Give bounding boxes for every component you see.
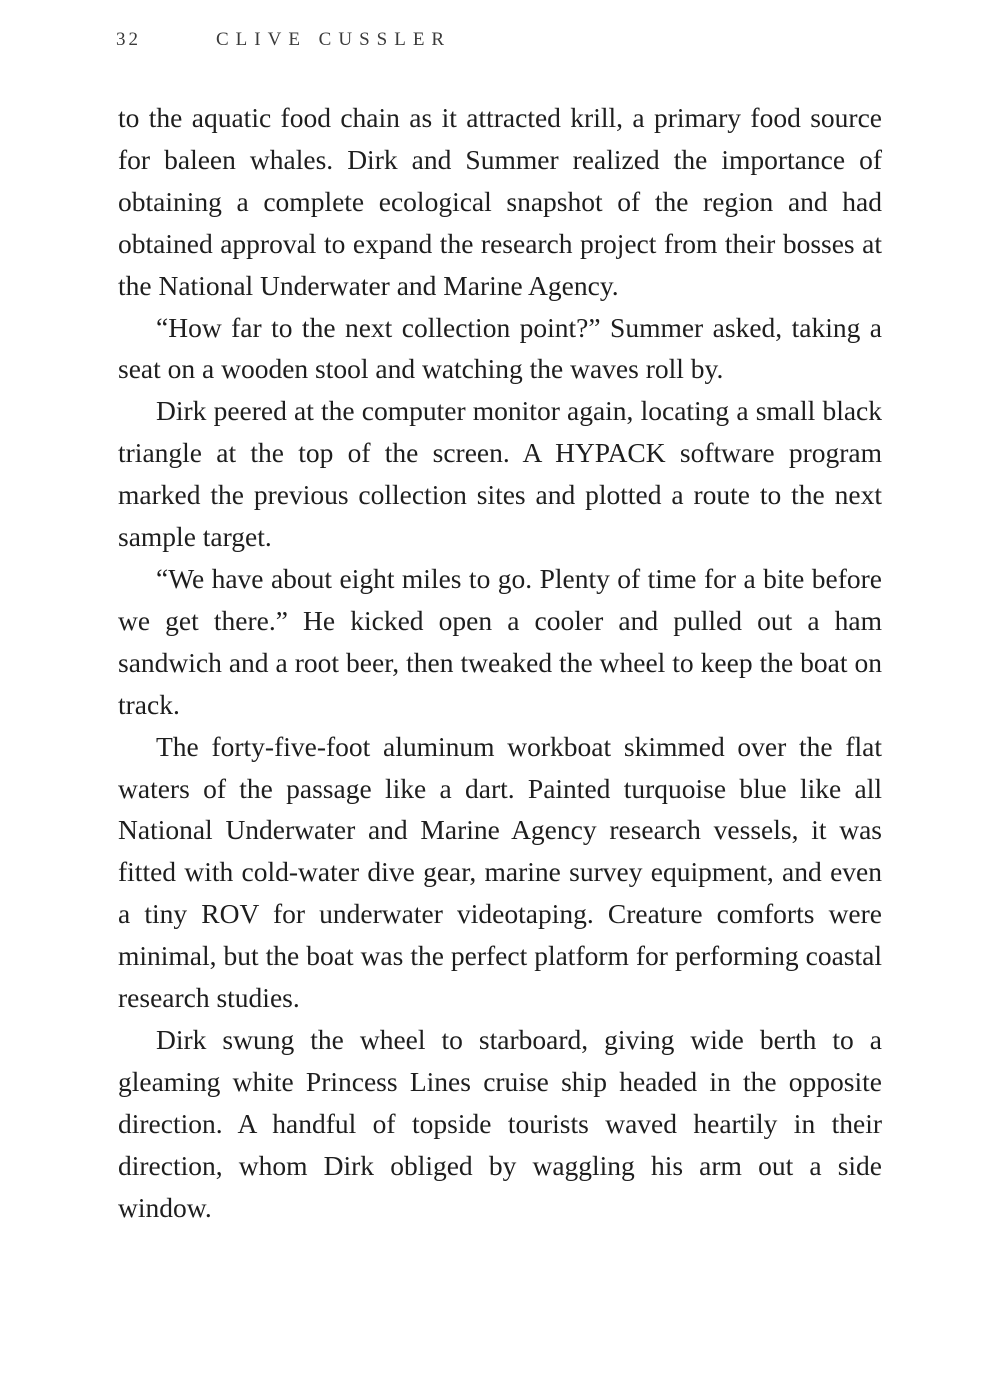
page-number: 32 xyxy=(116,29,141,50)
paragraph-3: Dirk peered at the computer monitor again, locating a small black triangle at the top of the screen. A HYPACK software program marked the previous collection sites and plotted a route to the next sample target. xyxy=(118,395,882,553)
paragraph-5: The forty-five-foot aluminum workboat skimmed over the flat waters of the passage like a dart. Painted turquoise blue like all National Underwater and Marine Agency research vessels, it was fitted with cold-water dive gear, marine survey equipment, and even a tiny ROV for underwater videotaping. Creature comforts were minimal, but the boat was the perfect platform for performing coastal research studies. xyxy=(118,730,882,1014)
paragraph-4: “We have about eight miles to go. Plenty of time for a bite before we get there.” He kicked open a cooler and pulled out a ham sandwich and a root beer, then tweaked the wheel to keep the boat on track. xyxy=(118,562,882,720)
body-text xyxy=(118,97,882,1228)
paragraph-1: to the aquatic food chain as it attracted krill, a primary food source for baleen whales. Dirk and Summer realized the importance of obtaining a complete ecological snapshot of the region and had obtained approval to expand the research project from their bosses at the National Underwater and Marine Agency. xyxy=(118,102,882,301)
running-head xyxy=(116,26,451,54)
paragraph-2: “How far to the next collection point?” Summer asked, taking a seat on a wooden stool and watching the waves roll by. xyxy=(118,311,882,385)
paragraph-6: Dirk swung the wheel to starboard, giving wide berth to a gleaming white Princess Lines cruise ship headed in the opposite direction. A handful of topside tourists waved heartily in their direction, whom Dirk obliged by waggling his arm out a side window. xyxy=(118,1023,882,1223)
running-title: CLIVE CUSSLER xyxy=(216,29,452,50)
